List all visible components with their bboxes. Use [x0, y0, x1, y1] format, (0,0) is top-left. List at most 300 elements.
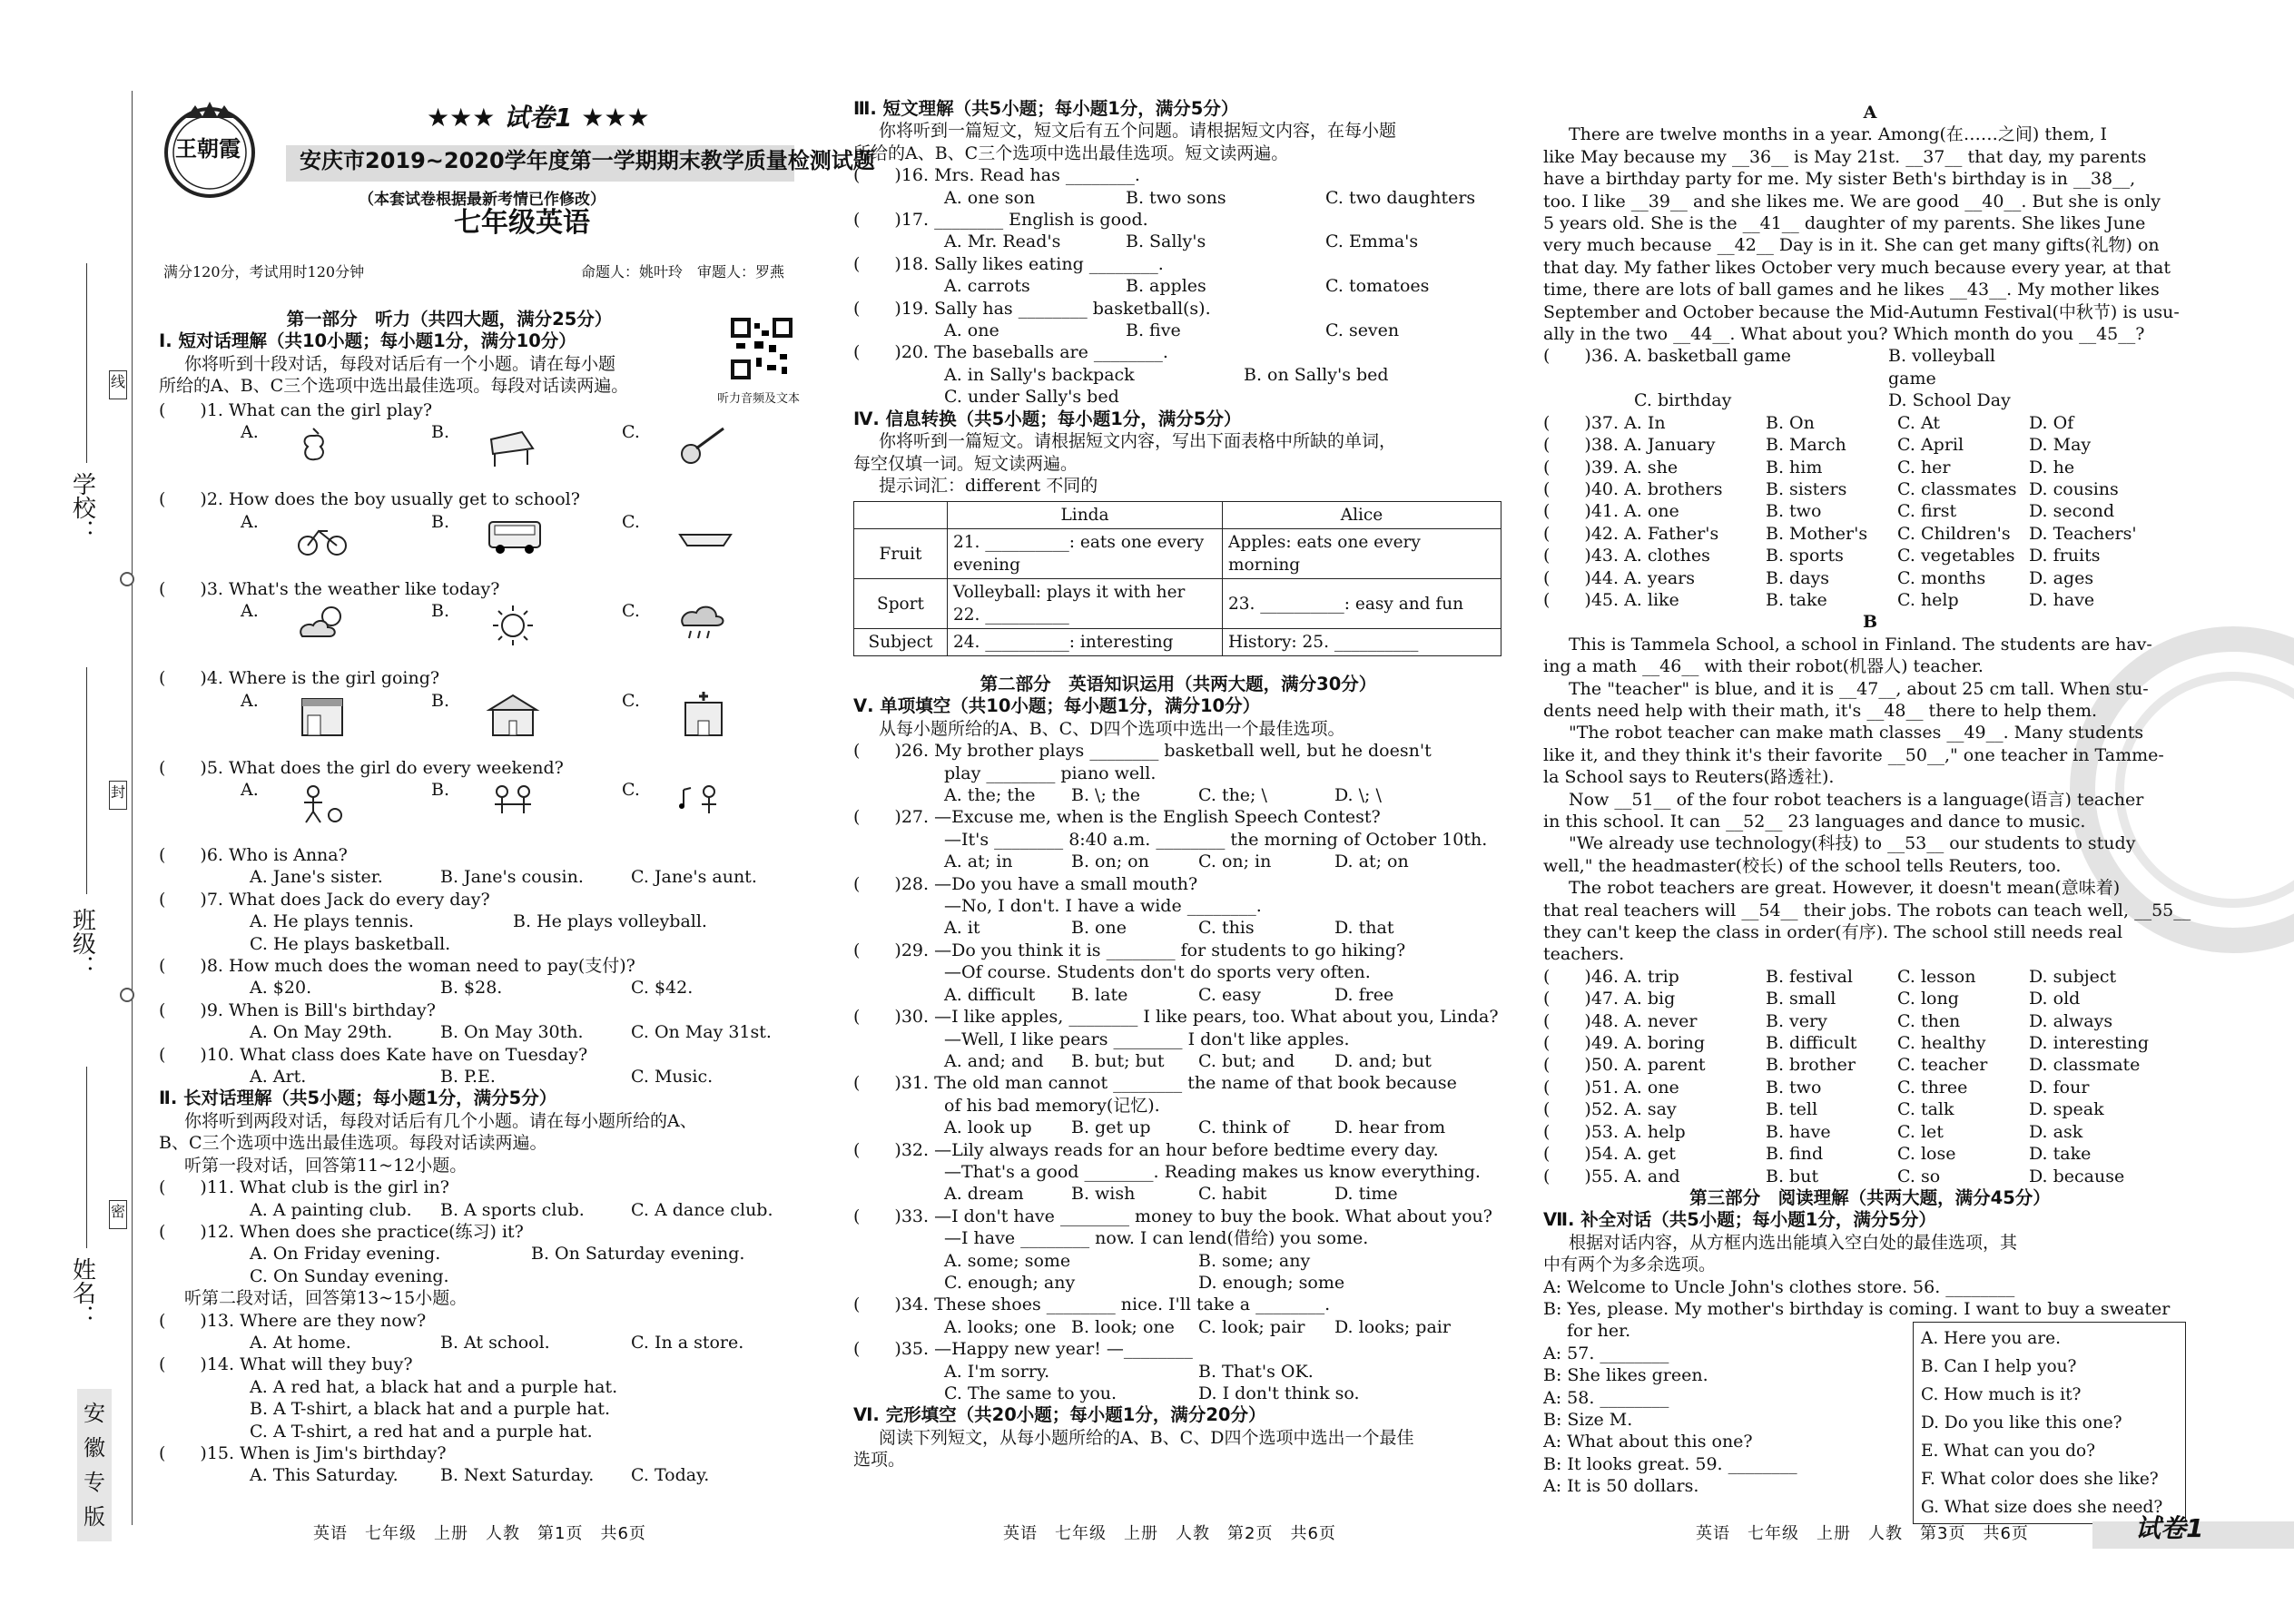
passage-b-line-6: like it, and they think it's their favorite __50__," one teacher in Tamme-	[1543, 744, 2164, 765]
cloudy-icon	[295, 600, 353, 667]
q28-option-d[interactable]: D. that	[1334, 918, 1394, 939]
q11-option-c[interactable]: C. A dance club.	[631, 1199, 773, 1220]
section7-intro-1: 根据对话内容，从方框内选出能填入空白处的最佳选项，其	[1569, 1232, 2018, 1253]
question-18: ( )18. Sally likes eating ________.	[853, 253, 1164, 274]
clozeB-cell-6-1: ( )51. A. one	[1543, 1077, 1679, 1097]
q3-picture-options	[159, 600, 812, 667]
clozeA-row-6	[1543, 478, 2197, 500]
q12-option-a[interactable]: A. On Friday evening.	[250, 1244, 441, 1265]
brand-logo	[159, 98, 261, 200]
school-icon	[486, 690, 544, 757]
q32-option-d[interactable]: D. time	[1334, 1184, 1398, 1205]
q9-option-a[interactable]: A. On May 29th.	[250, 1022, 393, 1043]
q28-option-c[interactable]: C. this	[1198, 918, 1255, 939]
q13-option-b[interactable]: B. At school.	[440, 1332, 550, 1353]
box-option-c[interactable]: C. How much is it?	[1921, 1385, 2082, 1404]
column-2	[853, 98, 1503, 497]
q30-option-b[interactable]: B. but; but	[1071, 1050, 1165, 1071]
punch-hole-1	[120, 572, 134, 586]
q30-option-d[interactable]: D. and; but	[1334, 1050, 1432, 1071]
dialog-line-10: A: It is 50 dollars.	[1543, 1476, 1699, 1497]
q4-option-c[interactable]	[622, 690, 812, 757]
short-dialog-questions	[159, 844, 812, 1487]
passage-b-line-14: they can't keep the class in order(有序). The school still needs real	[1543, 922, 2123, 943]
q4-option-a[interactable]	[241, 690, 431, 757]
question-33: ( )33. —I don't have ________ money to buy the book. What about you?	[853, 1206, 1492, 1226]
q2-option-c[interactable]	[622, 511, 812, 578]
q11-option-b[interactable]: B. A sports club.	[440, 1199, 585, 1220]
q3-option-b-label: B.	[431, 601, 450, 622]
clozeA-cell-2-1[interactable]: C. birthday	[1634, 390, 1732, 411]
sports-icon	[295, 779, 353, 846]
q29-option-d[interactable]: D. free	[1334, 984, 1394, 1005]
q27-option-c[interactable]: C. on; in	[1198, 851, 1272, 872]
class-blank[interactable]	[86, 667, 87, 894]
q19-option-a[interactable]: A. one	[944, 320, 999, 341]
q4-option-c-label: C.	[622, 690, 640, 711]
passage-b-line-10: "We already use technology(科技) to __53__ our students to study	[1569, 833, 2136, 854]
clozeA-cell-6-3[interactable]: C. classmates	[1897, 478, 2017, 499]
q3-option-a-label: A.	[241, 601, 259, 622]
q1-option-c[interactable]	[622, 421, 812, 488]
q31-option-b[interactable]: B. get up	[1071, 1117, 1151, 1138]
violin-icon	[295, 421, 353, 488]
exam-meta: 满分120分，考试用时120分钟	[163, 263, 365, 281]
blank-22[interactable]: Volleyball: plays it with her 22. __________	[948, 579, 1223, 629]
name-blank[interactable]	[86, 1067, 87, 1248]
q26-option-a[interactable]: A. the; the	[944, 785, 1036, 806]
section5-intro: 从每小题所给的A、B、C、D四个选项中选出一个最佳选项。	[879, 718, 1345, 739]
exam-title: 安庆市2019~2020学年度第一学期期末教学质量检测试题	[300, 148, 875, 173]
q18-option-c[interactable]: C. tomatoes	[1325, 276, 1430, 297]
box-option-b[interactable]: B. Can I help you?	[1921, 1357, 2077, 1376]
clozeB-cell-9-2[interactable]: B. find	[1766, 1144, 1824, 1165]
clozeB-cell-3-4[interactable]: D. always	[2029, 1010, 2113, 1031]
q35-option-b[interactable]: B. That's OK.	[1198, 1361, 1314, 1382]
q6-option-b[interactable]: B. Jane's cousin.	[440, 867, 584, 888]
clozeB-cell-5-3[interactable]: C. teacher	[1897, 1055, 1988, 1076]
q1-option-a[interactable]	[241, 421, 431, 488]
q30-options	[853, 1050, 1503, 1072]
section3-intro-2: 所给的A、B、C三个选项中选出最佳选项。短文读两遍。	[853, 143, 1289, 163]
q9-option-b[interactable]: B. On May 30th.	[440, 1022, 584, 1043]
question-11: ( )11. What club is the girl in?	[159, 1177, 449, 1198]
clozeA-cell-7-3[interactable]: C. first	[1897, 501, 1957, 522]
clozeB-cell-8-1: ( )53. A. help	[1543, 1121, 1686, 1142]
q13-option-c[interactable]: C. In a store.	[631, 1332, 744, 1353]
q2-option-b-label: B.	[431, 511, 450, 532]
q6-option-a[interactable]: A. Jane's sister.	[250, 867, 383, 888]
q14-option-a[interactable]: A. A red hat, a black hat and a purple hat.	[250, 1376, 618, 1397]
q12-option-c[interactable]: C. On Sunday evening.	[250, 1265, 449, 1286]
passage-a-line-7: that day. My father likes October very much because every year, at that	[1543, 257, 2171, 278]
question-28-line-2: —No, I don't. I have a wide ________.	[944, 896, 1262, 917]
q16-options	[853, 187, 1503, 209]
clozeA-cell-10-3[interactable]: C. months	[1897, 567, 1986, 588]
clozeB-cell-7-4[interactable]: D. speak	[2029, 1099, 2104, 1120]
clozeB-cell-5-4[interactable]: D. classmate	[2029, 1055, 2141, 1076]
author-meta: 命题人：姚叶玲 审题人：罗燕	[581, 263, 785, 281]
clozeB-cell-8-3[interactable]: C. let	[1897, 1121, 1944, 1142]
passage-b-label: B	[1862, 612, 1878, 633]
passage-b-line-3: The "teacher" is blue, and it is __47__, about 25 cm tall. When stu-	[1569, 678, 2149, 699]
q12-option-b[interactable]: B. On Saturday evening.	[531, 1244, 745, 1265]
q35-option-a[interactable]: A. I'm sorry.	[944, 1361, 1050, 1382]
edition-badge: 安 徽 专 版	[77, 1389, 112, 1541]
clozeA-cell-5-3[interactable]: C. her	[1897, 457, 1951, 477]
q7-option-c[interactable]: C. He plays basketball.	[250, 933, 451, 954]
passage-a-label: A	[1863, 103, 1877, 123]
clozeB-cell-1-4[interactable]: D. subject	[2029, 966, 2117, 987]
blank-23[interactable]: 23. __________: easy and fun	[1223, 579, 1501, 629]
q18-options	[853, 275, 1503, 297]
section1-intro-1: 你将听到十段对话，每段对话后有一个小题。请在每小题	[184, 353, 616, 374]
column-3	[1543, 102, 2197, 1498]
clozeB-row-9	[1543, 1143, 2197, 1165]
q31-options	[853, 1117, 1503, 1138]
clozeA-cell-8-4[interactable]: D. Teachers'	[2029, 523, 2137, 544]
clozeA-cell-8-3[interactable]: C. Children's	[1897, 523, 2011, 544]
clozeB-cell-3-2[interactable]: B. very	[1766, 1010, 1827, 1031]
clozeA-cell-11-3[interactable]: C. help	[1897, 589, 1959, 610]
q27-option-d[interactable]: D. at; on	[1334, 851, 1409, 872]
clozeB-cell-10-4[interactable]: D. because	[2029, 1166, 2125, 1186]
dialog-line-8: A: What about this one?	[1543, 1432, 1753, 1452]
clozeB-cell-9-3[interactable]: C. lose	[1897, 1144, 1956, 1165]
clozeB-cell-4-2[interactable]: B. difficult	[1766, 1033, 1857, 1054]
clozeA-cell-10-4[interactable]: D. ages	[2029, 567, 2094, 588]
clozeA-cell-11-2[interactable]: B. take	[1766, 589, 1827, 610]
q3-option-a[interactable]	[241, 600, 431, 667]
q3-option-b[interactable]	[431, 600, 622, 667]
clozeB-cell-6-3[interactable]: C. three	[1897, 1077, 1968, 1097]
q31-option-a[interactable]: A. look up	[944, 1117, 1032, 1138]
q14-option-b[interactable]: B. A T-shirt, a black hat and a purple hat.	[250, 1399, 611, 1420]
q33-option-c[interactable]: C. enough; any	[944, 1272, 1076, 1293]
clozeA-row-2	[1543, 389, 2197, 411]
clozeB-cell-7-3[interactable]: C. talk	[1897, 1099, 1954, 1120]
q7-option-b[interactable]: B. He plays volleyball.	[513, 911, 707, 932]
name-label: 姓名：	[68, 1257, 96, 1328]
clozeA-cell-2-2[interactable]: D. School Day	[1888, 390, 2011, 411]
clozeB-row-6	[1543, 1077, 2197, 1098]
passage-b-line-9: in this school. It can __52__ 23 languages and dance to music.	[1543, 812, 2086, 832]
paper-number: ★★★ 试卷1 ★★★	[427, 103, 650, 133]
clozeA-cell-9-4[interactable]: D. fruits	[2029, 546, 2101, 566]
q32-option-a[interactable]: A. dream	[944, 1184, 1024, 1205]
q5-option-c[interactable]	[622, 779, 812, 846]
clozeA-cell-10-2[interactable]: B. days	[1766, 567, 1830, 588]
clozeA-cell-9-2[interactable]: B. sports	[1766, 546, 1844, 566]
question-2: ( )2. How does the boy usually get to school?	[159, 489, 580, 510]
q16-option-b[interactable]: B. two sons	[1126, 187, 1226, 208]
q20-option-a[interactable]: A. in Sally's backpack	[944, 364, 1135, 385]
q17-option-a[interactable]: A. Mr. Read's	[944, 231, 1061, 252]
q5-option-a[interactable]	[241, 779, 431, 846]
q34-option-a[interactable]: A. looks; one	[944, 1316, 1057, 1337]
q32-option-b[interactable]: B. wish	[1071, 1184, 1136, 1205]
clozeB-cell-6-2[interactable]: B. two	[1766, 1077, 1822, 1097]
q26-option-c[interactable]: C. the; \	[1198, 785, 1267, 806]
q1-option-b-label: B.	[431, 422, 450, 443]
passage-b-line-12: The robot teachers are great. However, it doesn't mean(意味着)	[1569, 878, 2121, 899]
q30-option-a[interactable]: A. and; and	[944, 1050, 1044, 1071]
clozeB-cell-4-3[interactable]: C. healthy	[1897, 1033, 1986, 1054]
q4-option-b[interactable]	[431, 690, 622, 757]
q17-option-c[interactable]: C. Emma's	[1325, 231, 1419, 252]
q29-option-a[interactable]: A. difficult	[944, 984, 1036, 1005]
q33-option-b[interactable]: B. some; any	[1198, 1250, 1311, 1271]
q35-option-c[interactable]: C. The same to you.	[944, 1383, 1117, 1403]
blank-24[interactable]: 24. __________: interesting	[948, 629, 1223, 656]
footer-page-2: 英语 七年级 上册 人教 第2页 共6页	[1003, 1524, 1336, 1543]
q20-option-b[interactable]: B. on Sally's bed	[1244, 364, 1389, 385]
q20-options-2	[853, 386, 1503, 408]
exam-note: （本套试卷根据最新考情已作修改）	[359, 191, 605, 209]
clozeB-cell-3-1: ( )48. A. never	[1543, 1010, 1698, 1031]
section7-title: Ⅶ. 补全对话（共5小题；每小题1分，满分5分）	[1543, 1209, 1936, 1231]
q29-option-b[interactable]: B. late	[1071, 984, 1128, 1005]
q30-option-c[interactable]: C. but; and	[1198, 1050, 1295, 1071]
clozeA-cell-6-2[interactable]: B. sisters	[1766, 478, 1847, 499]
q15-option-b[interactable]: B. Next Saturday.	[440, 1465, 595, 1486]
q8-option-b[interactable]: B. $28.	[440, 978, 503, 999]
q33-option-d[interactable]: D. enough; some	[1198, 1272, 1345, 1293]
clozeB-cell-9-4[interactable]: D. take	[2029, 1144, 2092, 1165]
q1-option-b[interactable]	[431, 421, 622, 488]
question-7: ( )7. What does Jack do every day?	[159, 889, 490, 910]
passage-b-line-7: la School says to Reuters(路透社).	[1543, 767, 1835, 788]
question-17: ( )17. ________ English is good.	[853, 210, 1148, 231]
q18-option-b[interactable]: B. apples	[1126, 276, 1206, 297]
question-29-line-2: —Of course. Students don't do sports very often.	[944, 962, 1371, 983]
section2-dialog-a: 听第一段对话，回答第11~12小题。	[184, 1155, 468, 1176]
shop-icon	[295, 690, 353, 757]
school-blank[interactable]	[86, 263, 87, 463]
q14-option-c[interactable]: C. A T-shirt, a red hat and a purple hat.	[250, 1421, 593, 1442]
q27-option-b[interactable]: B. on; on	[1071, 851, 1149, 872]
section2-intro-2: B、C三个选项中选出最佳选项。每段对话读两遍。	[159, 1133, 547, 1154]
clozeA-cell-4-4[interactable]: D. May	[2029, 435, 2092, 456]
q29-options	[853, 984, 1503, 1006]
alice-fruit: Apples: eats one every morning	[1223, 529, 1501, 579]
clozeB-cell-1-3[interactable]: C. lesson	[1897, 966, 1976, 987]
clozeB-cell-2-1: ( )47. A. big	[1543, 989, 1676, 1009]
q2-option-b[interactable]	[431, 511, 622, 578]
clozeA-cell-8-2[interactable]: B. Mother's	[1766, 523, 1868, 544]
question-29: ( )29. —Do you think it is ________ for students to go hiking?	[853, 940, 1406, 960]
clozeA-cell-7-4[interactable]: D. second	[2029, 501, 2115, 522]
section4-intro-1: 你将听到一篇短文。请根据短文内容，写出下面表格中所缺的单词，	[879, 431, 1397, 452]
passage-b-line-5: "The robot teacher can make math classes __49__. Many students	[1569, 723, 2144, 743]
q19-option-c[interactable]: C. seven	[1325, 320, 1400, 341]
q10-option-c[interactable]: C. Music.	[631, 1067, 714, 1088]
clozeA-cell-6-1: ( )40. A. brothers	[1543, 478, 1723, 499]
q20-option-c[interactable]: C. under Sally's bed	[944, 387, 1119, 408]
q26-options	[853, 784, 1503, 806]
question-13: ( )13. Where are they now?	[159, 1310, 427, 1331]
clozeA-cell-5-2[interactable]: B. him	[1766, 457, 1823, 477]
blank-25[interactable]: History: 25. __________	[1223, 629, 1501, 656]
rainy-icon	[676, 600, 734, 667]
clozeB-cell-9-1: ( )54. A. get	[1543, 1144, 1676, 1165]
clozeB-cell-10-2[interactable]: B. but	[1766, 1166, 1819, 1186]
q27-options	[853, 851, 1503, 872]
q16-option-a[interactable]: A. one son	[944, 187, 1036, 208]
section7-intro-2: 中有两个为多余选项。	[1543, 1255, 1717, 1275]
clozeB-cell-6-4[interactable]: D. four	[2029, 1077, 2090, 1097]
sunny-icon	[486, 600, 544, 667]
info-table	[853, 501, 1501, 656]
q33-option-a[interactable]: A. some; some	[944, 1250, 1071, 1271]
q15-option-c[interactable]: C. Today.	[631, 1465, 710, 1486]
clozeA-cell-1-2[interactable]: B. volleyball game	[1888, 346, 1995, 389]
clozeA-cell-3-3[interactable]: C. At	[1897, 412, 1940, 433]
q7-option-a[interactable]: A. He plays tennis.	[250, 911, 414, 932]
q28-option-b[interactable]: B. one	[1071, 918, 1127, 939]
clozeB-cell-8-2[interactable]: B. have	[1766, 1121, 1831, 1142]
passage-b-line-4: dents need help with their math, it's __48__ there to help them.	[1543, 700, 2098, 721]
q34-option-d[interactable]: D. looks; pair	[1334, 1316, 1451, 1337]
clozeA-cell-9-3[interactable]: C. vegetables	[1897, 546, 2015, 566]
bus-icon	[486, 511, 544, 578]
q10-option-b[interactable]: B. P.E.	[440, 1067, 496, 1088]
question-12: ( )12. When does she practice(练习) it?	[159, 1221, 524, 1242]
section4-hint: 提示词汇：different 不同的	[879, 475, 1098, 496]
clozeB-cell-2-4[interactable]: D. old	[2029, 989, 2081, 1009]
section4-intro-2: 每空仅填一词。短文读两遍。	[853, 453, 1078, 474]
footer-page-3: 英语 七年级 上册 人教 第3页 共6页	[1696, 1524, 2029, 1543]
question-26-line-2: play ________ piano well.	[944, 763, 1157, 783]
question-30: ( )30. —I like apples, ________ I like pears, too. What about you, Linda?	[853, 1007, 1499, 1028]
clozeB-row-8	[1543, 1121, 2197, 1143]
passage-b-line-13: that real teachers will __54__ their jobs. The robots can teach well, __55__	[1543, 900, 2191, 920]
clozeB-cell-5-2[interactable]: B. brother	[1766, 1055, 1856, 1076]
q5-option-b-label: B.	[431, 780, 450, 801]
subject-title: 七年级英语	[454, 207, 590, 239]
clozeA-cell-1-1: ( )36. A. basketball game	[1543, 346, 1791, 367]
clozeA-cell-3-4[interactable]: D. Of	[2029, 412, 2074, 433]
clozeA-cell-4-3[interactable]: C. April	[1897, 435, 1964, 456]
clozeA-cell-3-2[interactable]: B. On	[1766, 412, 1815, 433]
clozeA-row-7	[1543, 500, 2197, 522]
box-option-f[interactable]: F. What color does she like?	[1921, 1470, 2159, 1489]
dialog-line-5: B: She likes green.	[1543, 1365, 1708, 1386]
question-8: ( )8. How much does the woman need to pay(支付)?	[159, 956, 635, 977]
seal-mark-1: 线	[109, 370, 127, 399]
passage-a-line-1: There are twelve months in a year. Among(在……之间) them, I	[1569, 124, 2108, 145]
seal-mark-2: 封	[109, 781, 127, 810]
q3-option-c[interactable]	[622, 600, 812, 667]
clozeA-cell-4-2[interactable]: B. March	[1766, 435, 1846, 456]
clozeB-cell-2-2[interactable]: B. small	[1766, 989, 1836, 1009]
box-option-e[interactable]: E. What can you do?	[1921, 1442, 2096, 1461]
q34-option-b[interactable]: B. look; one	[1071, 1316, 1175, 1337]
q26-option-b[interactable]: B. \; the	[1071, 785, 1140, 806]
q34-option-c[interactable]: C. look; pair	[1198, 1316, 1305, 1337]
box-option-g[interactable]: G. What size does she need?	[1921, 1498, 2163, 1517]
question-27-line-2: —It's ________ 8:40 a.m. ________ the morning of October 10th.	[944, 829, 1488, 850]
clozeB-cell-4-4[interactable]: D. interesting	[2029, 1033, 2150, 1054]
q10-option-a[interactable]: A. Art.	[250, 1067, 307, 1088]
q33-options	[853, 1250, 1503, 1272]
part2-title: 第二部分 英语知识运用（共两大题，满分30分）	[980, 674, 1377, 694]
clozeB-cell-3-3[interactable]: C. then	[1897, 1010, 1961, 1031]
q35-option-d[interactable]: D. I don't think so.	[1198, 1383, 1360, 1403]
clozeB-cell-8-4[interactable]: D. ask	[2029, 1121, 2083, 1142]
q31-option-c[interactable]: C. think of	[1198, 1117, 1290, 1138]
dialog-line-6: A: 58. ________	[1543, 1387, 1669, 1408]
q28-option-a[interactable]: A. it	[944, 918, 980, 939]
dialog-line-2: B: Yes, please. My mother's birthday is coming. I want to buy a sweater	[1543, 1298, 2171, 1319]
question-31: ( )31. The old man cannot ________ the name of that book because	[853, 1073, 1457, 1094]
q27-option-a[interactable]: A. at; in	[944, 851, 1013, 872]
clozeB-cell-2-3[interactable]: C. long	[1897, 989, 1959, 1009]
q8-option-a[interactable]: A. $20.	[250, 978, 312, 999]
clozeA-row-8	[1543, 523, 2197, 545]
clozeB-cell-1-2[interactable]: B. festival	[1766, 966, 1853, 987]
section6-intro-1: 阅读下列短文，从每小题所给的A、B、C、D四个选项中选出一个最佳	[879, 1427, 1414, 1448]
q6-option-c[interactable]: C. Jane's aunt.	[631, 867, 757, 888]
clozeA-cell-6-4[interactable]: D. cousins	[2029, 478, 2119, 499]
clozeA-row-10	[1543, 567, 2197, 589]
clozeA-cell-7-2[interactable]: B. two	[1766, 501, 1822, 522]
q16-option-c[interactable]: C. two daughters	[1325, 187, 1476, 208]
clozeB-cell-10-3[interactable]: C. so	[1897, 1166, 1941, 1186]
box-option-d[interactable]: D. Do you like this one?	[1921, 1413, 2122, 1432]
q1-picture-options	[159, 421, 812, 488]
q4-option-a-label: A.	[241, 690, 259, 711]
q34-options	[853, 1316, 1503, 1338]
clozeB-row-3	[1543, 1010, 2197, 1032]
clozeA-cell-11-4[interactable]: D. have	[2029, 589, 2095, 610]
q1-option-c-label: C.	[622, 422, 640, 443]
q18-option-a[interactable]: A. carrots	[944, 276, 1030, 297]
clozeB-cell-7-1: ( )52. A. say	[1543, 1099, 1677, 1120]
blank-21[interactable]: 21. __________: eats one every evening	[948, 529, 1223, 579]
q17-option-b[interactable]: B. Sally's	[1126, 231, 1206, 252]
q26-option-d[interactable]: D. \; \	[1334, 785, 1382, 806]
q13-option-a[interactable]: A. At home.	[250, 1332, 351, 1353]
passage-a-line-4: too. I like __39__ and she likes me. We are good __40__. But she is only	[1543, 191, 2161, 212]
q2-option-a[interactable]	[241, 511, 431, 578]
q4-option-b-label: B.	[431, 690, 450, 711]
clozeB-cell-7-2[interactable]: B. tell	[1766, 1099, 1818, 1120]
q5-option-b[interactable]	[431, 779, 622, 846]
question-32-line-2: —That's a good ________. Reading makes us know everything.	[944, 1161, 1481, 1182]
q32-option-c[interactable]: C. habit	[1198, 1184, 1267, 1205]
q15-option-a[interactable]: A. This Saturday.	[250, 1465, 399, 1486]
question-1: ( )1. What can the girl play?	[159, 400, 433, 420]
clozeA-cell-5-4[interactable]: D. he	[2029, 457, 2075, 477]
q11-option-a[interactable]: A. A painting club.	[250, 1199, 412, 1220]
dialog-line-1: A: Welcome to Uncle John's clothes store. 56. ________	[1543, 1276, 2015, 1297]
q29-option-c[interactable]: C. easy	[1198, 984, 1261, 1005]
section5-title: Ⅴ. 单项填空（共10小题；每小题1分，满分10分）	[853, 695, 1261, 717]
dialog-options-box	[1913, 1322, 2186, 1524]
q8-option-c[interactable]: C. $42.	[631, 978, 694, 999]
question-26: ( )26. My brother plays ________ basketball well, but he doesn't	[853, 741, 1432, 762]
q31-option-d[interactable]: D. hear from	[1334, 1117, 1446, 1138]
q33-options-2	[853, 1272, 1503, 1294]
q19-option-b[interactable]: B. five	[1126, 320, 1181, 341]
question-10: ( )10. What class does Kate have on Tuesday?	[159, 1044, 588, 1065]
q9-option-c[interactable]: C. On May 31st.	[631, 1022, 772, 1043]
box-option-a[interactable]: A. Here you are.	[1921, 1329, 2061, 1348]
question-6: ( )6. Who is Anna?	[159, 845, 348, 865]
part1-title: 第一部分 听力（共四大题，满分25分）	[286, 309, 613, 330]
table-header-alice: Alice	[1223, 502, 1501, 529]
